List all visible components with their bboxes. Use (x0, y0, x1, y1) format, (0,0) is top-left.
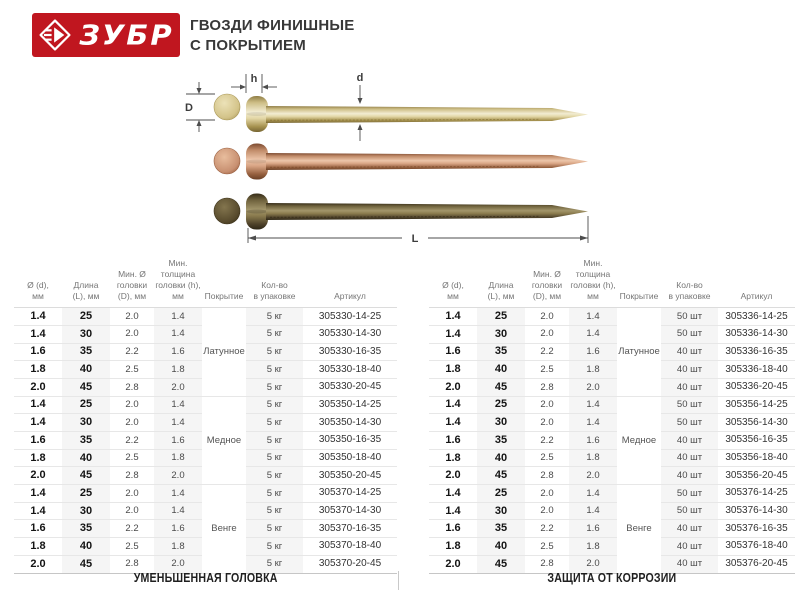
cell-length: 40 (477, 361, 525, 379)
cell-head-diameter: 2.5 (525, 538, 569, 556)
cell-coating: Венге (202, 485, 246, 573)
spec-table (429, 258, 795, 574)
col-header: Кол-во в упаковке (661, 258, 718, 308)
cell-length: 35 (62, 432, 110, 450)
cell-head-diameter: 2.0 (525, 502, 569, 520)
dim-label-L: L (411, 233, 419, 245)
spec-row (429, 414, 795, 432)
cell-length: 30 (62, 325, 110, 343)
page-title (190, 16, 354, 56)
cell-head-diameter: 2.8 (525, 555, 569, 573)
cell-length: 45 (62, 467, 110, 485)
spec-row (14, 485, 397, 503)
cell-head-diameter: 2.5 (110, 449, 154, 467)
cell-head-thickness: 1.8 (569, 538, 617, 556)
cell-head-diameter: 2.0 (525, 308, 569, 326)
cell-pack-quantity: 40 шт (661, 520, 718, 538)
cell-article: 305370-14-25 (303, 485, 397, 503)
cell-head-diameter: 2.8 (110, 378, 154, 396)
cell-pack-quantity: 50 шт (661, 502, 718, 520)
cell-diameter: 1.4 (429, 308, 477, 326)
cell-diameter: 1.4 (429, 396, 477, 414)
cell-head-diameter: 2.8 (110, 555, 154, 573)
spec-row (429, 538, 795, 556)
zubr-logo (32, 13, 180, 57)
cell-diameter: 1.4 (429, 325, 477, 343)
cell-length: 40 (62, 361, 110, 379)
cell-article: 305350-14-25 (303, 396, 397, 414)
cell-head-diameter: 2.5 (110, 538, 154, 556)
cell-article: 305336-18-40 (718, 361, 795, 379)
col-header: Артикул (303, 258, 397, 308)
copper-head-top-view (214, 148, 240, 174)
cell-pack-quantity: 5 кг (246, 467, 303, 485)
cell-diameter: 1.8 (14, 538, 62, 556)
col-header: Длина (L), мм (477, 258, 525, 308)
col-header: Мин. толщина головки (h), мм (569, 258, 617, 308)
header-row (429, 258, 795, 308)
spec-row (429, 325, 795, 343)
cell-article: 305356-14-25 (718, 396, 795, 414)
cell-article: 305370-18-40 (303, 538, 397, 556)
cell-length: 25 (62, 308, 110, 326)
cell-article: 305330-14-25 (303, 308, 397, 326)
cell-length: 45 (477, 467, 525, 485)
spec-row (14, 396, 397, 414)
cell-article: 305370-14-30 (303, 502, 397, 520)
cell-length: 30 (477, 325, 525, 343)
cell-article: 305376-14-30 (718, 502, 795, 520)
cell-head-thickness: 2.0 (154, 467, 202, 485)
cell-article: 305376-20-45 (718, 555, 795, 573)
spec-row (429, 361, 795, 379)
cell-head-diameter: 2.0 (110, 396, 154, 414)
dimension-d (357, 72, 364, 141)
cell-head-thickness: 1.6 (154, 520, 202, 538)
col-header: Мин. Ø головки (D), мм (525, 258, 569, 308)
cell-diameter: 1.4 (429, 414, 477, 432)
cell-head-thickness: 1.8 (569, 449, 617, 467)
cell-diameter: 2.0 (14, 378, 62, 396)
cell-pack-quantity: 5 кг (246, 538, 303, 556)
cell-length: 35 (477, 343, 525, 361)
spec-row (429, 467, 795, 485)
cell-head-diameter: 2.2 (110, 520, 154, 538)
cell-head-thickness: 1.6 (569, 432, 617, 450)
cell-length: 25 (477, 308, 525, 326)
cell-diameter: 1.8 (14, 449, 62, 467)
cell-length: 30 (477, 414, 525, 432)
col-header: Покрытие (202, 258, 246, 308)
cell-article: 305350-14-30 (303, 414, 397, 432)
cell-diameter: 2.0 (429, 555, 477, 573)
cell-diameter: 1.6 (14, 432, 62, 450)
cell-diameter: 2.0 (14, 467, 62, 485)
cell-article: 305330-16-35 (303, 343, 397, 361)
wenge-nail (214, 194, 588, 230)
cell-pack-quantity: 40 шт (661, 555, 718, 573)
cell-article: 305376-14-25 (718, 485, 795, 503)
dimension-D (185, 82, 215, 132)
cell-head-diameter: 2.5 (525, 361, 569, 379)
cell-head-diameter: 2.8 (110, 467, 154, 485)
cell-head-diameter: 2.0 (525, 485, 569, 503)
cell-head-diameter: 2.2 (525, 520, 569, 538)
cell-length: 45 (62, 378, 110, 396)
cell-pack-quantity: 5 кг (246, 520, 303, 538)
cell-pack-quantity: 40 шт (661, 432, 718, 450)
brass-nail (214, 94, 588, 132)
col-header: Ø (d), мм (14, 258, 62, 308)
cell-head-thickness: 1.4 (154, 485, 202, 503)
cell-article: 305336-14-25 (718, 308, 795, 326)
spec-table-left-weight-pack (14, 258, 397, 574)
cell-diameter: 1.6 (14, 520, 62, 538)
cell-pack-quantity: 50 шт (661, 308, 718, 326)
cell-diameter: 1.4 (14, 414, 62, 432)
cell-article: 305336-14-30 (718, 325, 795, 343)
cell-head-thickness: 1.4 (569, 308, 617, 326)
logo-text: ЗУБР (79, 18, 174, 51)
cell-diameter: 1.4 (14, 325, 62, 343)
cell-pack-quantity: 5 кг (246, 432, 303, 450)
cell-diameter: 2.0 (14, 555, 62, 573)
cell-diameter: 1.4 (14, 396, 62, 414)
cell-head-thickness: 1.6 (154, 343, 202, 361)
spec-row (429, 520, 795, 538)
cell-diameter: 1.8 (429, 538, 477, 556)
cell-article: 305336-16-35 (718, 343, 795, 361)
cell-pack-quantity: 50 шт (661, 485, 718, 503)
cell-length: 25 (477, 485, 525, 503)
cell-diameter: 1.6 (429, 343, 477, 361)
cell-head-diameter: 2.8 (525, 378, 569, 396)
cell-head-thickness: 2.0 (569, 555, 617, 573)
header-row (14, 258, 397, 308)
cell-head-diameter: 2.8 (525, 467, 569, 485)
dimension-h (231, 73, 277, 93)
cell-length: 45 (62, 555, 110, 573)
cell-article: 305350-18-40 (303, 449, 397, 467)
cell-diameter: 1.4 (14, 502, 62, 520)
cell-pack-quantity: 5 кг (246, 361, 303, 379)
cell-article: 305356-20-45 (718, 467, 795, 485)
dim-label-h: h (250, 73, 258, 85)
cell-length: 45 (477, 555, 525, 573)
cell-head-diameter: 2.0 (110, 308, 154, 326)
cell-head-diameter: 2.0 (110, 325, 154, 343)
cell-head-diameter: 2.2 (110, 432, 154, 450)
spec-row (429, 502, 795, 520)
cell-coating: Латунное (202, 308, 246, 396)
cell-head-thickness: 1.8 (569, 361, 617, 379)
cell-article: 305370-20-45 (303, 555, 397, 573)
cell-length: 40 (477, 449, 525, 467)
cell-diameter: 1.4 (429, 485, 477, 503)
cell-length: 25 (477, 396, 525, 414)
cell-diameter: 1.4 (14, 485, 62, 503)
cell-pack-quantity: 40 шт (661, 361, 718, 379)
cell-head-thickness: 1.8 (154, 449, 202, 467)
cell-article: 305336-20-45 (718, 378, 795, 396)
cell-length: 35 (62, 520, 110, 538)
cell-length: 35 (62, 343, 110, 361)
spec-row (429, 343, 795, 361)
cell-head-diameter: 2.0 (110, 414, 154, 432)
cell-pack-quantity: 5 кг (246, 502, 303, 520)
cell-pack-quantity: 5 кг (246, 325, 303, 343)
cell-head-thickness: 1.4 (154, 414, 202, 432)
spec-row (14, 308, 397, 326)
cell-article: 305356-18-40 (718, 449, 795, 467)
cell-article: 305376-16-35 (718, 520, 795, 538)
cell-diameter: 1.8 (429, 361, 477, 379)
footer-divider (398, 571, 399, 590)
cell-article: 305350-16-35 (303, 432, 397, 450)
cell-length: 30 (477, 502, 525, 520)
cell-diameter: 1.6 (429, 432, 477, 450)
cell-pack-quantity: 40 шт (661, 449, 718, 467)
page-title-line2: С ПОКРЫТИЕМ (190, 37, 306, 54)
cell-head-diameter: 2.2 (110, 343, 154, 361)
cell-coating: Латунное (617, 308, 661, 396)
cell-head-thickness: 1.4 (569, 414, 617, 432)
cell-pack-quantity: 5 кг (246, 555, 303, 573)
dim-label-D: D (185, 102, 193, 114)
cell-pack-quantity: 50 шт (661, 414, 718, 432)
cell-diameter: 1.8 (14, 361, 62, 379)
cell-pack-quantity: 40 шт (661, 467, 718, 485)
cell-article: 305356-16-35 (718, 432, 795, 450)
wenge-head-top-view (214, 198, 240, 224)
spec-table (14, 258, 397, 574)
cell-pack-quantity: 5 кг (246, 308, 303, 326)
cell-article: 305330-18-40 (303, 361, 397, 379)
cell-article: 305370-16-35 (303, 520, 397, 538)
cell-pack-quantity: 5 кг (246, 378, 303, 396)
cell-head-thickness: 1.8 (154, 361, 202, 379)
zubr-arrow-icon (38, 18, 72, 52)
cell-pack-quantity: 5 кг (246, 343, 303, 361)
spec-row (429, 308, 795, 326)
cell-coating: Венге (617, 485, 661, 573)
cell-head-thickness: 1.4 (569, 485, 617, 503)
cell-coating: Медное (617, 396, 661, 484)
cell-pack-quantity: 40 шт (661, 538, 718, 556)
cell-head-thickness: 1.4 (569, 396, 617, 414)
cell-head-diameter: 2.0 (525, 396, 569, 414)
cell-diameter: 1.6 (14, 343, 62, 361)
cell-head-thickness: 1.4 (154, 325, 202, 343)
cell-length: 40 (477, 538, 525, 556)
cell-diameter: 1.6 (429, 520, 477, 538)
spec-row (429, 432, 795, 450)
cell-length: 45 (477, 378, 525, 396)
cell-pack-quantity: 50 шт (661, 325, 718, 343)
cell-diameter: 1.8 (429, 449, 477, 467)
feature-corrosion-protection-label: ЗАЩИТА ОТ КОРРОЗИИ (547, 571, 677, 585)
spec-row (429, 485, 795, 503)
cell-diameter: 2.0 (429, 467, 477, 485)
cell-diameter: 2.0 (429, 378, 477, 396)
nail-diagram (0, 58, 800, 258)
cell-length: 25 (62, 485, 110, 503)
spec-row (429, 449, 795, 467)
cell-diameter: 1.4 (429, 502, 477, 520)
col-header: Покрытие (617, 258, 661, 308)
cell-diameter: 1.4 (14, 308, 62, 326)
cell-head-thickness: 1.6 (154, 432, 202, 450)
cell-head-thickness: 1.6 (569, 520, 617, 538)
copper-nail (214, 144, 588, 180)
cell-head-diameter: 2.5 (110, 361, 154, 379)
cell-head-thickness: 1.4 (154, 502, 202, 520)
feature-reduced-head-label: УМЕНЬШЕННАЯ ГОЛОВКА (133, 571, 278, 585)
spec-table-right-count-pack (429, 258, 795, 574)
cell-article: 305330-14-30 (303, 325, 397, 343)
cell-pack-quantity: 5 кг (246, 414, 303, 432)
cell-head-thickness: 1.4 (154, 396, 202, 414)
cell-head-diameter: 2.0 (110, 485, 154, 503)
cell-head-diameter: 2.0 (110, 502, 154, 520)
spec-row (429, 378, 795, 396)
col-header: Мин. Ø головки (D), мм (110, 258, 154, 308)
cell-head-diameter: 2.5 (525, 449, 569, 467)
spec-row (429, 396, 795, 414)
cell-head-thickness: 1.4 (569, 325, 617, 343)
cell-length: 35 (477, 432, 525, 450)
cell-coating: Медное (202, 396, 246, 484)
cell-length: 25 (62, 396, 110, 414)
col-header: Длина (L), мм (62, 258, 110, 308)
cell-length: 35 (477, 520, 525, 538)
cell-length: 40 (62, 449, 110, 467)
cell-article: 305330-20-45 (303, 378, 397, 396)
dim-label-d: d (356, 72, 364, 84)
page-title-line1: ГВОЗДИ ФИНИШНЫЕ (190, 17, 355, 34)
cell-head-thickness: 1.4 (154, 308, 202, 326)
cell-length: 40 (62, 538, 110, 556)
col-header: Артикул (718, 258, 795, 308)
col-header: Кол-во в упаковке (246, 258, 303, 308)
cell-length: 30 (62, 414, 110, 432)
cell-head-diameter: 2.0 (525, 414, 569, 432)
cell-head-thickness: 1.4 (569, 502, 617, 520)
cell-head-diameter: 2.2 (525, 343, 569, 361)
cell-head-thickness: 2.0 (154, 378, 202, 396)
cell-head-diameter: 2.2 (525, 432, 569, 450)
cell-pack-quantity: 50 шт (661, 396, 718, 414)
dimension-L (248, 216, 588, 246)
cell-pack-quantity: 40 шт (661, 343, 718, 361)
col-header: Мин. толщина головки (h), мм (154, 258, 202, 308)
cell-pack-quantity: 5 кг (246, 485, 303, 503)
col-header: Ø (d), мм (429, 258, 477, 308)
cell-head-thickness: 1.6 (569, 343, 617, 361)
cell-head-thickness: 1.8 (154, 538, 202, 556)
cell-pack-quantity: 5 кг (246, 396, 303, 414)
cell-article: 305376-18-40 (718, 538, 795, 556)
cell-article: 305350-20-45 (303, 467, 397, 485)
cell-head-thickness: 2.0 (569, 467, 617, 485)
cell-pack-quantity: 40 шт (661, 378, 718, 396)
cell-article: 305356-14-30 (718, 414, 795, 432)
cell-pack-quantity: 5 кг (246, 449, 303, 467)
cell-head-thickness: 2.0 (154, 555, 202, 573)
cell-head-diameter: 2.0 (525, 325, 569, 343)
brass-head-top-view (214, 94, 240, 120)
cell-length: 30 (62, 502, 110, 520)
cell-head-thickness: 2.0 (569, 378, 617, 396)
